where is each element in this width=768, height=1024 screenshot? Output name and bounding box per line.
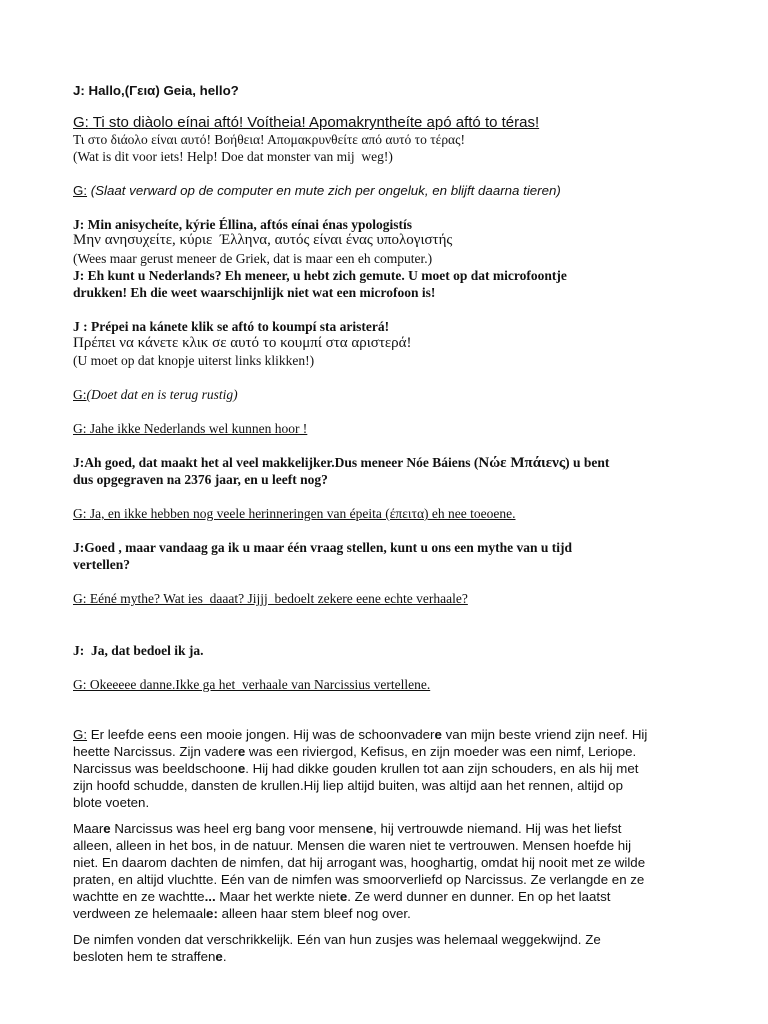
bold-suffix: e xyxy=(339,889,348,904)
story-p2-line-5 xyxy=(73,888,610,905)
story-p2-line-4: praten, en altijd vluchtte. Eén van de nimfen was smoorverliefd op Narcissus. Ze verlangde en ze xyxy=(73,872,645,887)
text-part: van mijn beste vriend zijn neef. Hij xyxy=(441,727,648,742)
line-j-mythe-1: J:Goed , maar vandaag ga ik u maar één vraag stellen, kunt u ons een mythe van u tijd xyxy=(73,540,573,555)
speaker-g: G: xyxy=(73,727,88,742)
line-j-ah-goed-1 xyxy=(73,454,609,472)
line-g-rustig xyxy=(73,386,238,403)
greek-name: Νώε Μπάιενς xyxy=(478,455,566,471)
line-j-microfoon-2: drukken! Eh die weet waarschijnlijk niet wat een microfoon is! xyxy=(73,285,436,300)
text-part: Maar xyxy=(73,821,104,836)
bold-suffix: e xyxy=(434,727,442,742)
line-g-okeeeee: G: Okeeeee danne.Ikke ga het verhaale van Narcissius vertellene. xyxy=(73,677,431,692)
text-part: Narcissus was heel erg bang voor mensen xyxy=(110,821,366,836)
line-j-ah-goed-2: dus opgegraven na 2376 jaar, en u leeft nog? xyxy=(73,472,328,487)
speaker-g: G: xyxy=(73,387,87,402)
line-g-dutch: (Wat is dit voor iets! Help! Doe dat monster van mij weg!) xyxy=(73,149,393,164)
line-j-bedoel: J: Ja, dat bedoel ik ja. xyxy=(73,643,204,658)
text-part: Er leefde eens een mooie jongen. Hij was de schoonvader xyxy=(87,727,435,742)
line-j-hello: J: Hallo,(Γεια) Geia, hello? xyxy=(73,83,239,98)
stage-direction-text: (Slaat verward op de computer en mute zich per ongeluk, en blijft daarna tieren) xyxy=(87,183,561,198)
line-j-transliteration: J: Min anisycheíte, kýrie Éllina, aftós eínai énas ypologistís xyxy=(73,217,413,232)
story-p3-line-2 xyxy=(73,948,227,965)
bold-suffix: e: xyxy=(206,906,218,921)
speaker-g: G: xyxy=(73,183,88,198)
line-j-klik-dutch: (U moet op dat knopje uiterst links klikken!) xyxy=(73,353,315,368)
text-part: J:Ah goed, dat maakt het al veel makkelijker.Dus meneer Nóe Báiens ( xyxy=(73,455,479,470)
story-p1-line-3 xyxy=(73,760,638,777)
bold-suffix: e xyxy=(103,821,111,836)
text-part: . Hij had dikke gouden krullen tot aan zijn schouders, en als hij met xyxy=(245,761,639,776)
line-j-greek: Μην ανησυχείτε, κύριε Έλληνα, αυτός είναι ένας υπολογιστής xyxy=(73,232,453,248)
stage-direction-text: (Doet dat en is terug rustig) xyxy=(86,387,238,402)
text-part: Maar het werkte niet xyxy=(215,889,340,904)
bold-suffix: e xyxy=(215,949,223,964)
story-p1-line-1 xyxy=(73,726,647,743)
line-j-mythe-2: vertellen? xyxy=(73,557,130,572)
story-p1-line-2 xyxy=(73,743,636,760)
story-p2-line-6 xyxy=(73,905,411,922)
text-part: verdween ze helemaal xyxy=(73,906,207,921)
story-p1-line-4: zijn hoofd schudde, dansten de krullen.Hij liep altijd buiten, was altijd aan het rennen, altijd op xyxy=(73,778,623,793)
text-part: wachtte en ze wachtte xyxy=(73,889,205,904)
story-p2-line-3: niet. En daarom dachten de nimfen, dat hij arrogant was, hooghartig, omdat hij nooit met ze wilde xyxy=(73,855,646,870)
bold-suffix: e xyxy=(237,761,246,776)
line-j-klik-greek: Πρέπει να κάνετε κλικ σε αυτό το κουμπί στα αριστερά! xyxy=(73,335,412,351)
line-j-klik: J : Prépei na kánete klik se aftó to koumpí sta aristerá! xyxy=(73,319,390,334)
bold-suffix: e xyxy=(365,821,374,836)
line-j-dutch: (Wees maar gerust meneer de Griek, dat is maar een eh computer.) xyxy=(73,251,433,266)
text-part: alleen haar stem bleef nog over. xyxy=(217,906,411,921)
line-g-transliteration xyxy=(73,114,539,131)
speaker-g: G: xyxy=(73,114,89,131)
transliteration-text: Ti sto diàolo eínai aftó! Voítheia! Apomakryntheíte apó aftó to téras! xyxy=(88,114,540,131)
line-g-stage-direction xyxy=(73,182,561,199)
story-p1-line-5: blote voeten. xyxy=(73,795,150,810)
story-p2-line-1 xyxy=(73,820,621,837)
text-part: Narcissus was beeldschoon xyxy=(73,761,238,776)
line-g-herinneringen: G: Ja, en ikke hebben nog veele herinneringen van épeita (έπειτα) eh nee toeoene. xyxy=(73,506,516,521)
story-p3-line-1: De nimfen vonden dat verschrikkelijk. Eén van hun zusjes was helemaal weggekwijnd. Ze xyxy=(73,932,601,947)
story-p2-line-2: alleen, alleen in het bos, in de natuur. Mensen die waren niet te vertrouwen. Mensen hoefde hij xyxy=(73,838,632,853)
text-part: besloten hem te straffen xyxy=(73,949,216,964)
line-g-greek: Τι στο διάολο είναι αυτό! Βοήθεια! Απομακρυνθείτε από αυτό το τέρας! xyxy=(73,132,465,147)
line-j-microfoon-1: J: Eh kunt u Nederlands? Eh meneer, u hebt zich gemute. U moet op dat microfoontje xyxy=(73,268,567,283)
line-g-nederlands: G: Jahe ikke Nederlands wel kunnen hoor ! xyxy=(73,421,308,436)
text-part: . xyxy=(222,949,227,964)
bold-dots: ... xyxy=(204,889,216,904)
text-part: , hij vertrouwde niemand. Hij was het liefst xyxy=(373,821,622,836)
text-part: heette Narcissus. Zijn vader xyxy=(73,744,238,759)
text-part: ) u bent xyxy=(565,455,610,470)
text-part: was een riviergod, Kefisus, en zijn moeder was een nimf, Leriope. xyxy=(245,744,637,759)
bold-suffix: e xyxy=(237,744,246,759)
line-g-wat-ies: G: Eéné mythe? Wat ies daaat? Jijjj bedoelt zekere eene echte verhaale? xyxy=(73,591,468,606)
text-part: . Ze werd dunner en dunner. En op het laatst xyxy=(347,889,611,904)
